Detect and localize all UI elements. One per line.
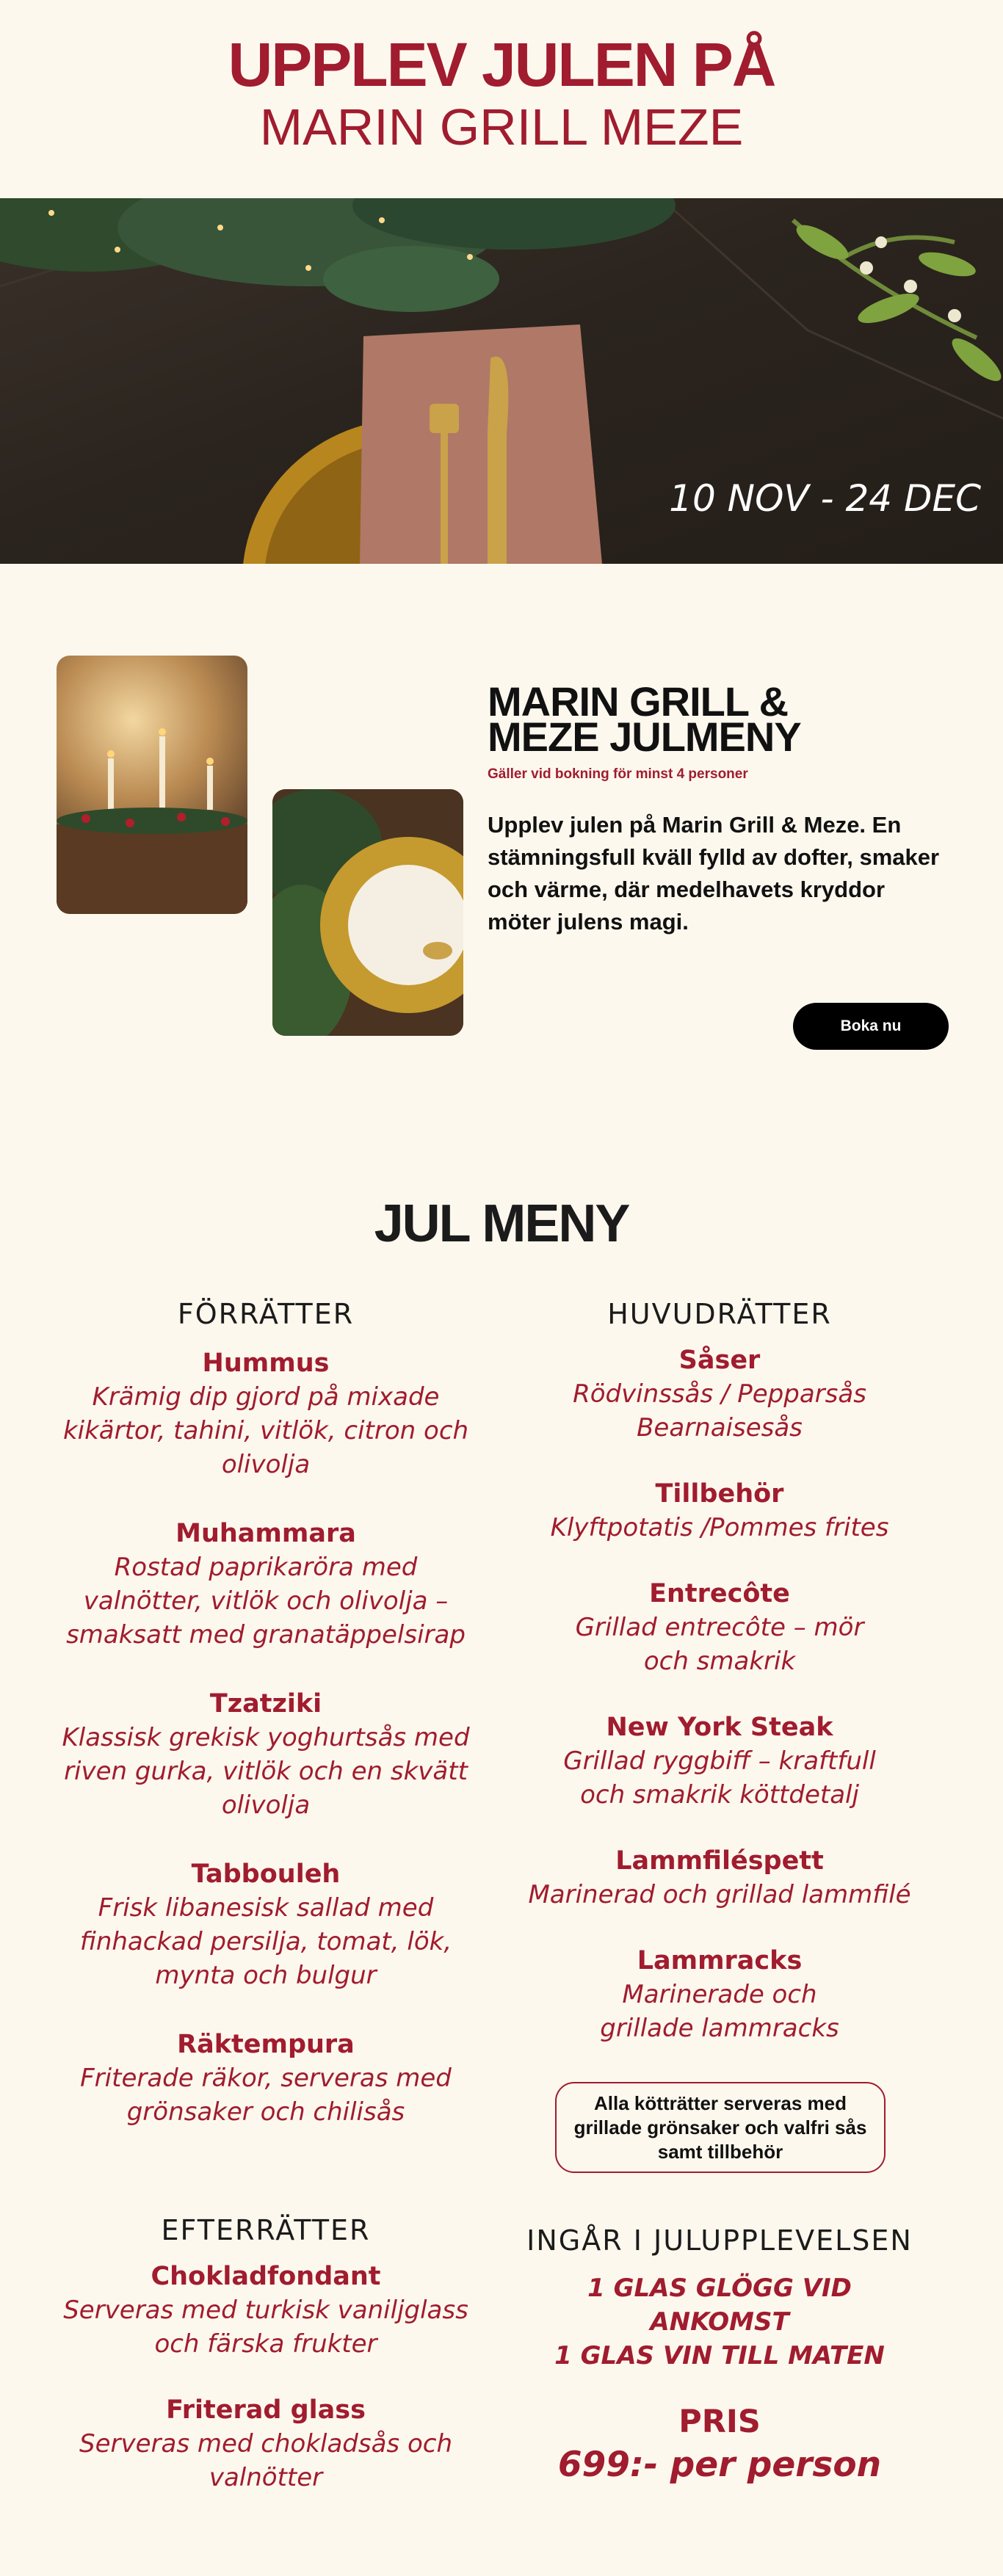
menu-item-description: Klyftpotatis /Pommes frites — [550, 1513, 889, 1542]
menu-item-name: Lammracks — [637, 1946, 803, 1975]
price-value: 699:- per person — [557, 2445, 882, 2485]
menu-item-description: Grillad ryggbiff – kraftfull och smakrik köttdetalj — [563, 1746, 876, 1810]
menu-item-description: Serveras med chokladsås och valnötter — [79, 2429, 452, 2492]
menu-item — [514, 1944, 925, 2045]
menu-item-description: Grillad entrecôte – mör och smakrik — [575, 1613, 864, 1676]
menu-item — [60, 1857, 471, 1992]
menu-item-name: Tzatziki — [209, 1689, 322, 1719]
menu-item-name: Lammfiléspett — [615, 1846, 824, 1876]
golden-plate-illustration — [272, 789, 463, 1036]
menu-item-name: Räktempura — [177, 2030, 355, 2059]
menu-item-description: Marinerad och grillad lammfilé — [528, 1880, 911, 1909]
menu-item-description: Rostad paprikaröra med valnötter, vitlök och olivolja – smaksatt med granatäppelsirap — [66, 1553, 466, 1650]
book-now-button[interactable]: Boka nu — [793, 1003, 949, 1050]
menu-item — [514, 1477, 925, 1545]
menu-item — [514, 1710, 925, 1812]
menu-item — [514, 1343, 925, 1445]
menu-item-name: Muhammara — [175, 1519, 356, 1548]
menu-item-name: Entrecôte — [649, 1579, 790, 1608]
menu-item — [514, 1844, 925, 1912]
starters-heading: FÖRRÄTTER — [177, 1298, 355, 1330]
menu-item-description: Serveras med turkisk vaniljglass och färska frukter — [63, 2296, 468, 2359]
menu-item — [60, 2260, 471, 2361]
mains-heading: HUVUDRÄTTER — [607, 1298, 832, 1330]
menu-item-description: Klassisk grekisk yoghurtsås med riven gurka, vitlök och en skvätt olivolja — [62, 1723, 470, 1820]
menu-item-description: Krämig dip gjord på mixade kikärtor, tahini, vitlök, citron och olivolja — [62, 1382, 469, 1479]
price-label: PRIS — [678, 2403, 761, 2440]
hero-title-line1: UPPLEV JULEN PÅ — [228, 30, 775, 99]
menu-item-name: Tillbehör — [655, 1479, 784, 1509]
meat-dishes-note: Alla kötträtter serveras med grillade grönsaker och valfri sås samt tillbehör — [555, 2082, 886, 2173]
menu-item-name: Såser — [678, 1346, 761, 1375]
intro-title: MARIN GRILL & MEZE JULMENY — [488, 678, 801, 760]
date-range: 10 NOV - 24 DEC — [669, 477, 981, 520]
starters-column — [60, 1298, 471, 2164]
menu-item — [60, 1687, 471, 1822]
menu-item — [60, 2028, 471, 2129]
menu-item-description: Rödvinssås / Pepparsås Bearnaisesås — [573, 1379, 866, 1443]
included-wine: 1 GLAS VIN TILL MATEN — [554, 2341, 885, 2370]
menu-item-description: Friterade räkor, serveras med grönsaker och chilisås — [80, 2064, 452, 2127]
hero-banner-image — [0, 198, 1003, 564]
hero-title-line2: MARIN GRILL MEZE — [259, 98, 744, 156]
menu-item-description: Frisk libanesisk sallad med finhackad persilja, tomat, lök, mynta och bulgur — [79, 1893, 452, 1990]
menu-item-name: Friterad glass — [166, 2395, 366, 2425]
included-mulled-wine: 1 GLAS GLÖGG VID ANKOMST — [587, 2274, 852, 2337]
menu-item-name: Tabbouleh — [191, 1860, 341, 1889]
christmas-table-illustration — [57, 656, 247, 914]
booking-requirement-note: Gäller vid bokning för minst 4 personer — [488, 766, 748, 782]
desserts-heading: EFTERRÄTTER — [161, 2214, 371, 2246]
desserts-column — [60, 2214, 471, 2530]
menu-item — [60, 1346, 471, 1481]
menu-title: JUL MENY — [374, 1194, 629, 1253]
menu-item-name: Hummus — [202, 1349, 330, 1378]
christmas-table-photo — [57, 656, 247, 914]
included-heading: INGÅR I JULUPPLEVELSEN — [526, 2224, 913, 2257]
menu-item-name: New York Steak — [606, 1713, 833, 1742]
golden-plate-photo — [272, 789, 463, 1036]
mains-column — [514, 1298, 925, 2080]
menu-item-description: Marinerade och grillade lammracks — [600, 1980, 839, 2043]
intro-description: Upplev julen på Marin Grill & Meze. En stämningsfull kväll fylld av dofter, smaker och värme, där medelhavets kryddor möter julens magi. — [488, 812, 940, 935]
menu-item-name: Chokladfondant — [151, 2262, 381, 2291]
menu-item — [514, 1577, 925, 1678]
menu-item — [60, 1517, 471, 1652]
menu-item — [60, 2393, 471, 2495]
included-column — [514, 2224, 925, 2485]
